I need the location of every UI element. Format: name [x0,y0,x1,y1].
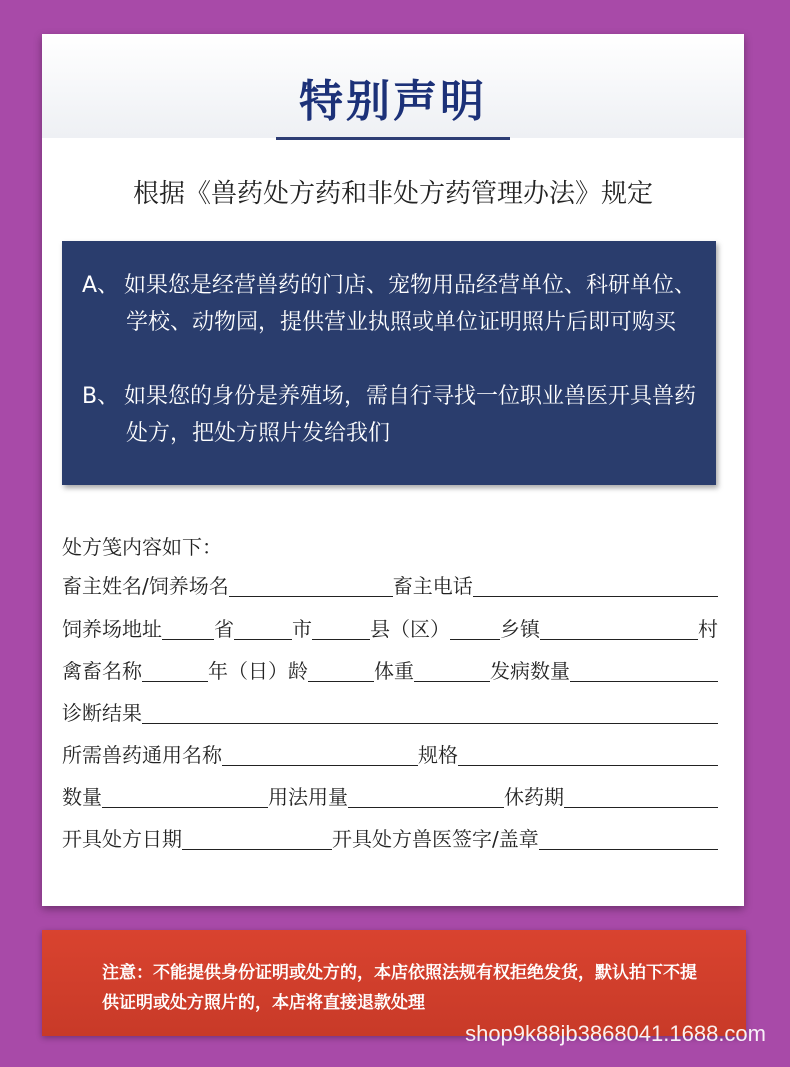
form-row-owner [62,571,718,601]
owner-name-blank [229,595,393,597]
notice-box [62,241,716,485]
county-label: 县（区） [370,617,450,641]
quantity-blank [102,806,268,808]
notice-b-text: 如果您的身份是养殖场，需自行寻找一位职业兽医开具兽药处方，把处方照片发给我们 [124,384,697,446]
notice-a-text: 如果您是经营兽药的门店、宠物用品经营单位、科研单位、学校、动物园，提供营业执照或单位证明照片后即可购买 [124,273,697,335]
drug-name-label: 所需兽药通用名称 [62,743,222,767]
form-row-drug [62,740,718,770]
province-blank [162,638,214,640]
quantity-label: 数量 [62,785,102,809]
notice-a-key: A、 [82,273,120,298]
city-blank [234,638,292,640]
diagnosis-label: 诊断结果 [62,701,142,725]
sick-count-blank [570,680,718,682]
form-row-animal [62,656,718,686]
notice-item-a [82,267,702,341]
owner-name-label: 畜主姓名/饲养场名 [62,574,229,598]
dosage-label: 用法用量 [268,785,348,809]
form-heading: 处方笺内容如下： [62,535,222,559]
subtitle: 根据《兽药处方药和非处方药管理办法》规定 [132,179,653,209]
owner-phone-blank [473,595,718,597]
vet-signature-label: 开具处方兽医签字/盖章 [332,827,539,851]
vet-signature-blank [539,848,718,850]
issue-date-blank [182,848,332,850]
county-blank [312,638,370,640]
age-label: 年（日）龄 [208,659,308,683]
township-label: 乡镇 [500,617,540,641]
sick-count-label: 发病数量 [490,659,570,683]
issue-date-label: 开具处方日期 [62,827,182,851]
withdrawal-label: 休药期 [504,785,564,809]
form-row-address [62,614,718,644]
spec-blank [458,764,718,766]
spec-label: 规格 [418,743,458,767]
township-blank [450,638,500,640]
title-band [42,34,744,138]
village-label: 村 [698,617,718,641]
city-label: 市 [292,617,312,641]
animal-name-label: 禽畜名称 [62,659,142,683]
form-row-signature [62,824,718,854]
dosage-blank [348,806,504,808]
village-blank [540,638,698,640]
province-label: 省 [214,617,234,641]
title-underline [276,137,510,140]
withdrawal-blank [564,806,718,808]
age-blank [308,680,374,682]
owner-phone-label: 畜主电话 [392,574,473,598]
form-row-quantity [62,782,718,812]
weight-blank [414,680,490,682]
weight-label: 体重 [374,659,414,683]
shop-watermark: shop9k88jb3868041.1688.com [465,1021,766,1046]
warning-text: 注意：不能提供身份证明或处方的，本店依照法规有权拒绝发货，默认拍下不提供证明或处方照片的，本店将直接退款处理 [102,963,697,1013]
page-title: 特别声明 [299,76,487,127]
declaration-card [42,34,744,906]
drug-name-blank [222,764,418,766]
diagnosis-blank [142,722,718,724]
form-row-diagnosis [62,698,718,728]
farm-address-label: 饲养场地址 [62,617,162,641]
notice-item-b [82,378,702,452]
notice-b-key: B、 [82,384,120,409]
animal-name-blank [142,680,208,682]
